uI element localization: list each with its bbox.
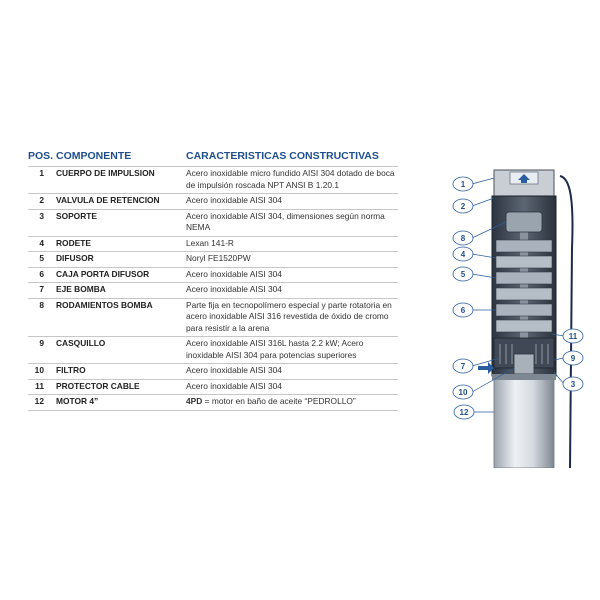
header-caracteristicas: CARACTERISTICAS CONSTRUCTIVAS	[186, 150, 379, 162]
row-component: DIFUSOR	[56, 253, 94, 263]
coupling-sleeve	[514, 354, 534, 374]
row-description: Acero inoxidable AISI 304	[186, 284, 282, 294]
callout-2	[453, 199, 473, 213]
row-number: 6	[39, 268, 44, 279]
callout-4	[453, 247, 473, 261]
table-row	[28, 251, 398, 267]
row-number: 3	[39, 210, 44, 221]
header-pos: POS.	[28, 150, 54, 162]
table-row	[28, 236, 398, 252]
motor-description: = motor en baño de aceite “PEDROLLO”	[204, 396, 356, 406]
row-description	[186, 396, 398, 408]
callout-label: 9	[570, 354, 576, 363]
row-component: CASQUILLO	[56, 338, 106, 348]
row-number: 4	[39, 237, 44, 248]
pump-cutaway-diagram	[448, 168, 588, 468]
row-component: CUERPO DE IMPULSION	[56, 168, 155, 178]
row-component: RODAMIENTOS BOMBA	[56, 299, 153, 310]
row-component: VALVULA DE RETENCION	[56, 195, 160, 205]
callout-12	[454, 405, 474, 419]
row-component: CAJA PORTA DIFUSOR	[56, 268, 150, 279]
row-number: 8	[39, 299, 44, 310]
callout-label: 4	[460, 250, 466, 259]
callout-label: 1	[460, 180, 466, 189]
callout-label: 7	[460, 362, 466, 371]
table-row	[28, 394, 398, 411]
row-description: Parte fija en tecnopolímero especial y parte rotatoria en acero inoxidable AISI 316 revestida de óxido de cromo para resistir a la arena	[186, 299, 392, 333]
row-description: Acero inoxidable micro fundido AISI 304 dotado de boca de impulsión roscada NPT ANSI B 1.20.1	[186, 168, 395, 190]
row-number: 10	[34, 365, 44, 375]
row-number: 12	[34, 396, 44, 406]
components-table	[28, 150, 398, 411]
table-row	[28, 282, 398, 298]
table-row	[28, 209, 398, 236]
callout-label: 2	[460, 202, 466, 211]
row-description: Noryl FE1520PW	[186, 253, 251, 263]
table-row	[28, 193, 398, 209]
table-row	[28, 379, 398, 395]
row-description: Lexan 141-R	[186, 237, 234, 248]
row-number: 2	[39, 195, 44, 205]
row-description: Acero inoxidable AISI 316L hasta 2.2 kW; Acero inoxidable AISI 304 para potencias superiores	[186, 338, 364, 360]
motor-housing	[494, 376, 554, 468]
row-number: 9	[39, 338, 44, 348]
table-row	[28, 363, 398, 379]
row-component: MOTOR 4”	[56, 396, 99, 406]
callout-label: 10	[458, 388, 468, 397]
row-component: FILTRO	[56, 365, 86, 375]
callout-label: 11	[568, 332, 578, 341]
row-description: Acero inoxidable AISI 304	[186, 380, 282, 391]
row-number: 1	[39, 168, 44, 178]
motor-model: 4PD	[186, 396, 203, 406]
callout-label: 3	[570, 380, 576, 389]
callout-7	[453, 359, 473, 373]
table-row	[28, 336, 398, 363]
table-row	[28, 166, 398, 193]
row-component: SOPORTE	[56, 210, 97, 221]
callout-3	[563, 377, 583, 391]
row-number: 11	[35, 380, 44, 391]
table-row	[28, 267, 398, 283]
header-componente: COMPONENTE	[56, 150, 132, 162]
callout-label: 8	[460, 234, 466, 243]
power-cable	[560, 176, 573, 468]
callout-9	[563, 351, 583, 365]
callout-8	[453, 231, 473, 245]
row-component: RODETE	[56, 237, 91, 248]
table-header	[28, 150, 398, 166]
callout-label: 6	[460, 306, 466, 315]
callout-label: 12	[459, 408, 469, 417]
row-number: 5	[39, 253, 44, 263]
callout-11	[563, 329, 583, 343]
row-description: Acero inoxidable AISI 304	[186, 195, 282, 205]
callout-10	[453, 385, 473, 399]
row-number: 7	[39, 284, 44, 294]
row-description: Acero inoxidable AISI 304	[186, 365, 282, 375]
row-description: Acero inoxidable AISI 304, dimensiones según norma NEMA	[186, 210, 385, 232]
row-component: EJE BOMBA	[56, 284, 106, 294]
callout-6	[453, 303, 473, 317]
callout-1	[453, 177, 473, 191]
table-row	[28, 298, 398, 337]
callout-label: 5	[460, 270, 466, 279]
check-valve	[506, 212, 542, 232]
row-description: Acero inoxidable AISI 304	[186, 268, 282, 279]
row-component: PROTECTOR CABLE	[56, 380, 140, 391]
callout-5	[453, 267, 473, 281]
